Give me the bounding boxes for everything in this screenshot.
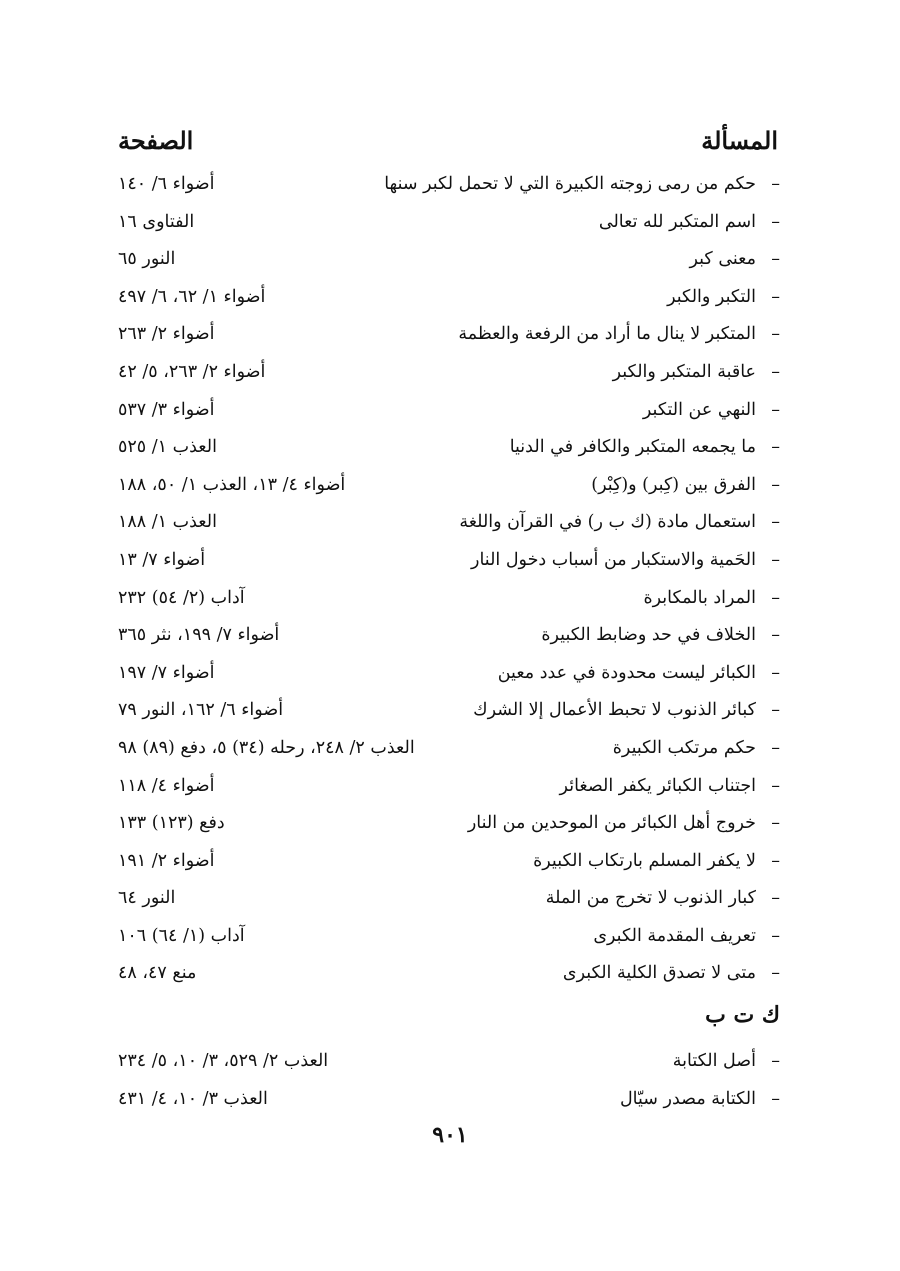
entry-dash: – [771,324,780,345]
entry-dash: – [771,549,780,570]
entry-reference: أضواء ٤/ ١١٨ [118,775,215,796]
entry-topic: تعريف المقدمة الكبرى [593,925,756,946]
entry-reference: العذب ٢/ ٢٤٨، رحله (٣٤) ٥، دفع (٨٩) ٩٨ [118,737,415,758]
entry-dash: – [771,1088,780,1109]
entry-reference: أضواء ٣/ ٥٣٧ [118,399,215,420]
index-entry [118,655,780,693]
entry-topic: اجتناب الكبائر يكفر الصغائر [559,775,756,796]
entry-dash: – [771,587,780,608]
index-entry [118,542,780,580]
index-entry [118,843,780,881]
entry-reference: أضواء ٢/ ٢٦٣، ٥/ ٤٢ [118,361,266,382]
entry-dash: – [771,963,780,984]
index-entry [118,354,780,392]
entry-dash: – [771,662,780,683]
entry-dash: – [771,399,780,420]
entry-dash: – [771,925,780,946]
entry-dash: – [771,474,780,495]
entry-reference: أضواء ٦/ ١٤٠ [118,174,215,194]
entry-dash: – [771,775,780,796]
entry-topic: اسم المتكبر لله تعالى [598,211,756,232]
entry-reference: أضواء ٤/ ١٣، العذب ١/ ٥٠، ١٨٨ [118,474,346,495]
entry-reference: آداب (٢/ ٥٤) ٢٣٢ [118,587,245,608]
entry-dash: – [771,249,780,270]
entry-topic: معنى كبر [689,249,756,270]
entry-dash: – [771,625,780,646]
entry-reference: دفع (١٢٣) ١٣٣ [118,813,225,834]
entry-dash: – [771,286,780,307]
entry-dash: – [771,850,780,871]
column-header [118,118,778,162]
entry-topic: خروج أهل الكبائر من الموحدين من النار [467,813,756,834]
page-column-label: الصفحة [118,125,194,155]
index-entry [118,730,780,768]
index-entry [118,1043,780,1081]
entry-topic: الكبائر ليست محدودة في عدد معين [497,662,756,683]
entry-dash: – [771,1051,780,1072]
entry-topic: الكتابة مصدر سيّال [619,1088,756,1109]
entry-reference: أضواء ٧/ ١٩٧ [118,662,215,683]
entry-topic: الفرق بين (كِبر) و(كِبْر) [591,474,756,495]
index-entry [118,768,780,806]
entry-reference: أضواء ٦/ ١٦٢، النور ٧٩ [118,700,284,721]
entry-reference: العذب ٢/ ٥٢٩، ٣/ ١٠، ٥/ ٢٣٤ [118,1051,329,1072]
index-entry [118,467,780,505]
entry-reference: أضواء ٧/ ١٣ [118,549,206,570]
index-entry [118,955,780,993]
entry-reference: أضواء ١/ ٦٢، ٦/ ٤٩٧ [118,286,266,307]
index-entry [118,504,780,542]
entry-reference: آداب (١/ ٦٤) ١٠٦ [118,925,245,946]
entry-topic: المتكبر لا ينال ما أراد من الرفعة والعظمة [458,324,756,345]
index-entry [118,316,780,354]
index-entry [118,204,780,242]
index-entry [118,241,780,279]
index-entry [118,580,780,618]
index-entry [118,918,780,956]
topic-column-label: المسألة [701,125,778,155]
entry-dash: – [771,361,780,382]
entry-topic: التكبر والكبر [667,286,756,307]
entry-reference: أضواء ٧/ ١٩٩، نثر ٣٦٥ [118,625,280,646]
entry-topic: متى لا تصدق الكلية الكبرى [562,963,756,984]
entry-dash: – [771,512,780,533]
index-entry [118,880,780,918]
entry-reference: العذب ٣/ ١٠، ٤/ ٤٣١ [118,1088,268,1109]
entry-dash: – [771,437,780,458]
index-entries [118,166,780,1118]
entry-dash: – [771,737,780,758]
index-entry [118,1081,780,1119]
entry-reference: العذب ١/ ٥٢٥ [118,437,217,458]
entry-topic: حكم من رمى زوجته الكبيرة التي لا تحمل لكبر سنها [384,174,756,194]
section-heading: ك ت ب [705,1002,780,1029]
entry-topic: لا يكفر المسلم بارتكاب الكبيرة [533,850,756,871]
entry-topic: كبائر الذنوب لا تحبط الأعمال إلا الشرك [473,700,756,721]
entry-dash: – [771,211,780,232]
entry-dash: – [771,813,780,834]
entry-topic: عاقبة المتكبر والكبر [612,361,756,382]
entry-dash: – [771,174,780,194]
entry-topic: الحَمية والاستكبار من أسباب دخول النار [471,549,756,570]
index-entry [118,166,780,204]
entry-reference: أضواء ٢/ ٢٦٣ [118,324,215,345]
entry-reference: أضواء ٢/ ١٩١ [118,850,215,871]
entry-reference: النور ٦٥ [118,249,176,270]
entry-topic: الخلاف في حد وضابط الكبيرة [541,625,756,646]
entry-topic: ما يجمعه المتكبر والكافر في الدنيا [509,437,756,458]
index-entry [118,692,780,730]
index-entry [118,429,780,467]
index-entry [118,805,780,843]
entry-dash: – [771,700,780,721]
entry-topic: استعمال مادة (ك ب ر) في القرآن واللغة [459,512,756,533]
entry-dash: – [771,888,780,909]
page-number: ٩٠١ [432,1122,468,1148]
entry-topic: المراد بالمكابرة [643,587,756,608]
entry-topic: كبار الذنوب لا تخرج من الملة [545,888,756,909]
index-entry [118,392,780,430]
index-entry [118,279,780,317]
entry-reference: منع ٤٧، ٤٨ [118,963,197,984]
entry-reference: العذب ١/ ١٨٨ [118,512,217,533]
entry-topic: حكم مرتكب الكبيرة [612,737,756,758]
entry-reference: الفتاوى ١٦ [118,211,195,232]
entry-topic: أصل الكتابة [672,1051,756,1072]
entry-topic: النهي عن التكبر [642,399,756,420]
index-entry [118,617,780,655]
entry-reference: النور ٦٤ [118,888,176,909]
